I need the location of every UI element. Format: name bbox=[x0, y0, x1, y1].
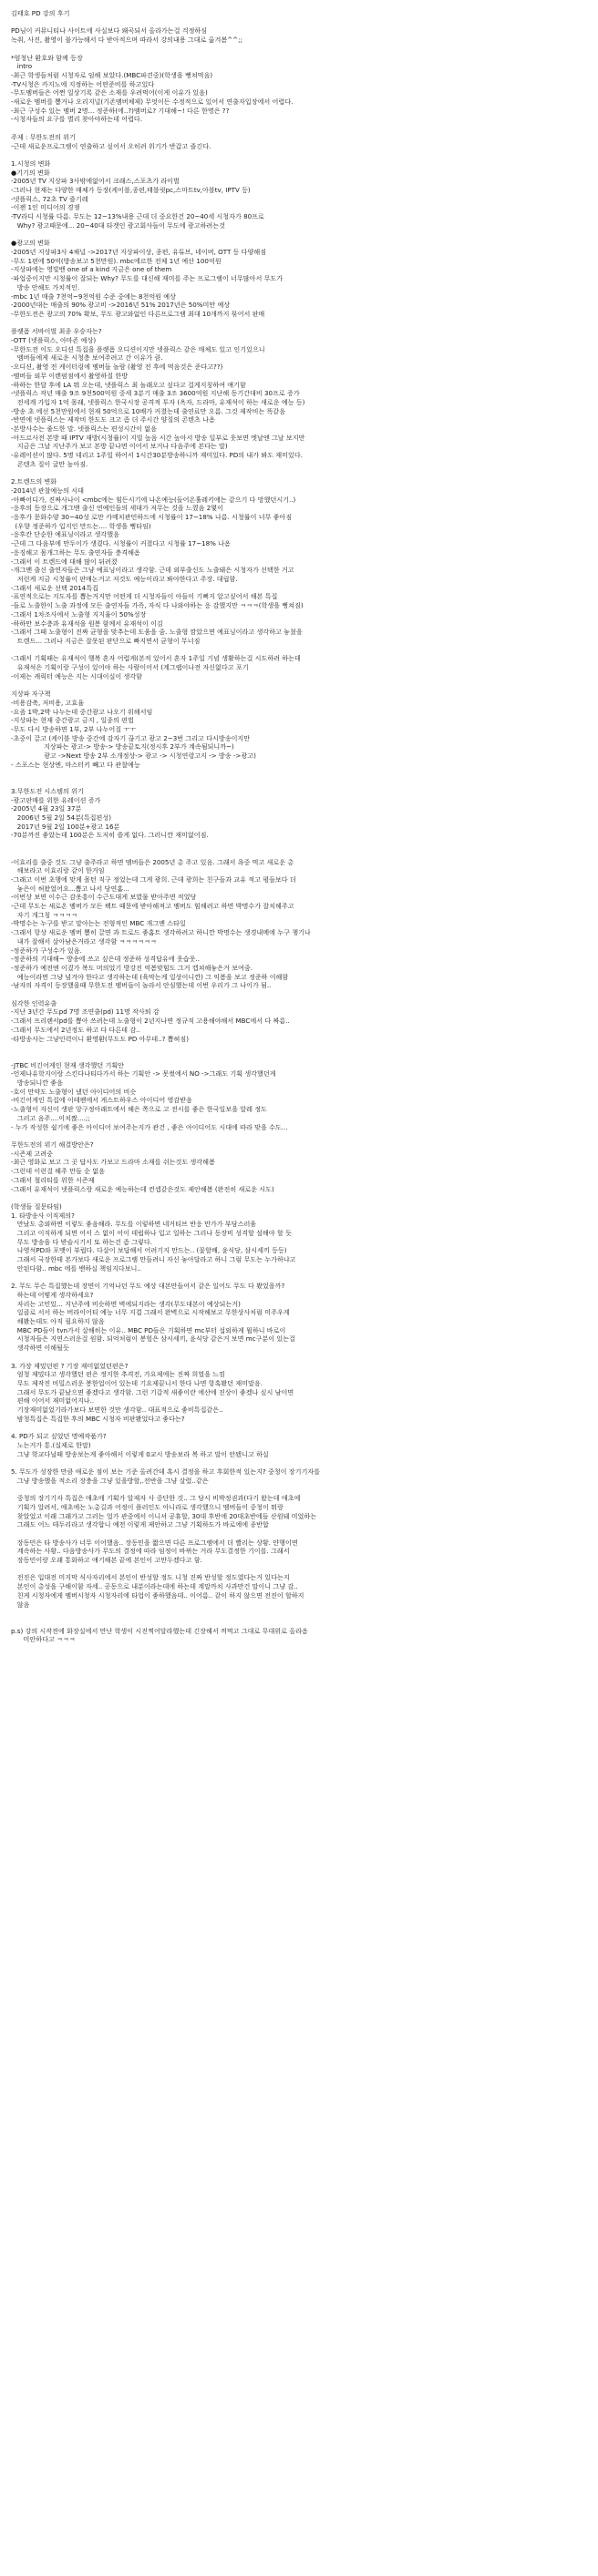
text-line: -70분까진 좋았는데 100분은 도저히 쓸게 없다. 그러니깐 재미없어짐. bbox=[11, 831, 209, 840]
text-line: Why? 광고때문에... 20~40대 타겟인 광고회사들이 무도에 광고하려는것 bbox=[11, 220, 225, 230]
text-line: 예능이라면 그냥 넘겨야 한다고 생각하는데 (육막는게 일상이니깐) 그 익봄을 보고 정준하 이해함 bbox=[11, 972, 289, 981]
text-line: -정준하가 구성수가 있음. bbox=[11, 946, 82, 955]
text-line bbox=[11, 849, 585, 858]
text-line: -오디션, 촬영 전 케이터링에 멤버들 놀람 (촬영 전 후에 먹음것은 준다고??) bbox=[11, 363, 223, 372]
text-line: -2000년대는 매출의 90% 광고비 ->2016년 51% 2017년은 50%미만 예상 bbox=[11, 301, 231, 310]
text-line: MBC PD들이 tvn가서 살해히는 이유.. MBC PD들은 기획하면 mc부터 섭외하게 뭘하니 바로이 bbox=[11, 1325, 286, 1334]
text-line: -본방사수는 줄드한 말. 넷플릭스는 편성시간이 없음 bbox=[11, 424, 157, 434]
text-line bbox=[11, 18, 585, 27]
text-line: -무한도전 이도 오디션 특집을 플랫폼 오디션이지만 넷플릭스 같은 매체도 있고 인기있으니 bbox=[11, 344, 265, 353]
text-line: -응징해고 몸개그하는 무도 출연자들 충격해옴 bbox=[11, 547, 140, 557]
text-line: 엄청 재밌다고 생각했던 편은 정지한 추격전, 가요제에는 진짜 희열을 느낌 bbox=[11, 1370, 225, 1379]
text-line: -그러나 현재는 다양한 매체가 등장(케이블,종편,태블릿pc,스마트tv,아블tv, IPTV 등) bbox=[11, 186, 251, 195]
text-line: -넷플릭스 작년 매출 9조 9천500억원 중세 3분기 매출 3조 3600억원 지난해 동기간대비 30프로 증가 bbox=[11, 389, 300, 398]
text-line bbox=[11, 1609, 585, 1618]
text-line: 전세계 가입자 1억 몰래, 넷플릭스 한국시장 공격적 투자 (옥자, 드라마, 유재석이 하는 새로운 예능 등) bbox=[11, 397, 305, 406]
text-line: 해보라고 이효리랑 같이 한거임 bbox=[11, 866, 105, 875]
text-line: 무도 제작진 비밀스러운 봉한업이어 있는데 기요제끝니서 한다 나면 항혹봤던 재미말음. bbox=[11, 1378, 263, 1387]
text-line bbox=[11, 1131, 585, 1140]
text-line: -멤버들 외무 이렌펌점에서 촬영하질 한방 bbox=[11, 371, 129, 380]
text-line: -유레이션이 많다. 5명 데리고 1주일 하어서 1시간30분방송하니까 재미있다. PD의 내가 봐도 재미있다. bbox=[11, 451, 303, 460]
text-line: -2005년 지상파3사 4채널 ->2017년 지상파이상, 종편, 유튜브, 네이버, OTT 등 다양해짐 bbox=[11, 247, 267, 256]
text-line: -근데 무도는 새로온 멤버가 모든 팩트 때문에 받아해져고 멤버도 힘해려고 하면 박명수가 잘치해주고 bbox=[11, 902, 294, 911]
text-line: 나영석PD와 포맷이 부럽다. 다살이 보답해서 어려기지 만드는.. (꽃할배, 윤식당, 삼시세끼 등등) bbox=[11, 1246, 287, 1255]
text-line: -최근 학생들처럼 시청자로 임해 보았다.(MBC파견중)(학생을 뻥쳐먹음) bbox=[11, 70, 213, 79]
text-line: -지상파는 현재 중간광고 금지 , 일종의 편법 bbox=[11, 716, 134, 725]
text-line: 트렌드... 그러나 지금은 잘못된 판단으로 빠지면서 균형이 무너짐 bbox=[11, 636, 201, 645]
text-line: 밤청특집은 특집한 후의 MBC 시청자 비판봤었다고 좋다는? bbox=[11, 1414, 185, 1423]
text-line bbox=[11, 990, 585, 999]
text-line: -지난 3년간 무도pd 7명 조연출(pd) 11명 작사퇴 감 bbox=[11, 1007, 160, 1017]
text-line: 3. 가장 재밌던편 ? 기장 재미없었던편은? bbox=[11, 1361, 129, 1370]
text-line: -무도 1편에 50억(방송보고 5천만원). mbc에르한 전체 1년 예산 100억원 bbox=[11, 256, 222, 265]
text-line: 장동민이랑 오래 통화하고 얘기해본 끝에 본인이 고만두겠다고 함. bbox=[11, 1556, 202, 1565]
text-line: -하하만 보수층과 유재석을 원봉 함께서 유재석이 이김 bbox=[11, 618, 163, 628]
text-line: -지상파에는 영빛밴 one of a kind 지금은 one of them bbox=[11, 265, 172, 274]
text-line: -이제는 캐릭터 예능은 지는 시대이실이 생각함 bbox=[11, 671, 143, 680]
text-line: 안된다함.. mbc 에를 밴하실 책임지다보니.. bbox=[11, 1263, 141, 1273]
text-line: -2005년 TV 지상파 3사밖에없어서 크래스,스포츠가 라이벌 bbox=[11, 177, 180, 186]
text-line: 지금은 그날 지난주가 보고 본방 끝나면 이어서 보거나 다음주에 본다는 말) bbox=[11, 442, 228, 451]
text-line: -무한도전은 광고의 70% 확보, 무도 광고와없인 다른프로그램 최대 10개까지 묶어서 판매 bbox=[11, 309, 265, 318]
text-line: 3.무한도전 시스템의 위기 bbox=[11, 786, 84, 795]
text-line: 내가 잘해서 살아남은거라고 생각함 ㅋㅋㅋㅋㅋㅋ bbox=[11, 936, 157, 946]
text-line: 2.트렌드의 변화 bbox=[11, 477, 57, 486]
text-line: 친게 시청자에게 멤버시청자 시청자리에 타업이 좋하했음데.. 이어름.. 같이 하지 않으면 전진이 할하지 bbox=[11, 1590, 304, 1600]
text-line: 김태호 PD 강의 후기 bbox=[11, 9, 70, 17]
text-line: -남자의 자격이 등장했을때 무한도전 멤버들이 놀라서 안심했는데 이번 우리가 그 나이가 됨.. bbox=[11, 981, 272, 990]
text-line: 무한도전의 위기 해결방안은? bbox=[11, 1140, 94, 1149]
text-line: - 스포스는 현상엔, 마스터키 빼고 다 관찰예능 bbox=[11, 760, 140, 769]
text-line: -응후가 문화수양 30~40성 로만 카메치관민하드에 시청률이 17~18% 나름. 시청률이 너무 좋아짐 bbox=[11, 513, 293, 522]
text-line bbox=[11, 1273, 585, 1283]
text-line: 5. 무도가 성장한 만큼 애로운 점이 보는 기준 올려간데 혹시 결정을 하고 후회한적 있는지? 중청이 장기기자를 bbox=[11, 1467, 321, 1477]
text-line: -그래서 유재석이 넷플릭스랑 새로운 예능하는데 컨셉같은것도 제안해봄 (완전히 새로운 시도) bbox=[11, 1184, 274, 1193]
text-line: ●광고의 변화 bbox=[11, 239, 50, 248]
text-line: 2. 무도 무슨 특집했는데 장면이 기억나던 무도 예상 대본만들어서 같은 일어도 무도 다 봤었을까? bbox=[11, 1282, 285, 1291]
text-line bbox=[11, 319, 585, 328]
text-line: 놓은이 허왔었어요...뽑고 나서 당연홈... bbox=[11, 884, 129, 893]
text-line: -시즌제 고려중 bbox=[11, 1149, 53, 1158]
text-line: 만났도 총외하면 이렇도 좋음해라. 무도를 이렇하면 네거티브 반응 만가가 부담스러움 bbox=[11, 1220, 257, 1229]
text-line: 2006년 5월 2일 54분(특집편성) bbox=[11, 813, 111, 822]
text-line: 그래도 어느 테두리라고 생각합니 예전 이렇게 제안하고 그냥 기획하도가 바로에에 종반합 bbox=[11, 1520, 269, 1529]
text-line bbox=[11, 150, 585, 159]
text-line bbox=[11, 646, 585, 655]
text-line bbox=[11, 1458, 585, 1467]
text-line: -그래서 새로운 선택 2014특집 bbox=[11, 583, 98, 592]
text-line: p.s) 강의 시작전에 화장실에서 만난 학생이 시진찍어달라했는데 긴장해서 꺼먹고 그대로 무대위로 올라옴 bbox=[11, 1626, 308, 1635]
text-line: - 누가 작성한 쉽기에 좋은 아이디어 보여주는지가 관건 , 좋은 아이디어도 시대에 따라 맞을 수도... bbox=[11, 1122, 288, 1131]
text-line: 플랫폼 서바이벌 최종 우승자는? bbox=[11, 327, 102, 336]
text-line: 주제 : 무한도전의 위기 bbox=[11, 132, 76, 141]
text-line: -mbc 1년 매출 7천억~9천억원 수준 중에는 8천억원 예상 bbox=[11, 291, 176, 301]
text-line: 콘텐츠 질이 굴만 높아짐. bbox=[11, 459, 88, 468]
text-line: 방송 안해도 가치적인. bbox=[11, 282, 80, 291]
text-line: -이젠 1인 미디어의 경쟁 bbox=[11, 203, 80, 212]
text-line: -비용감축, 저비용, 고효율 bbox=[11, 698, 85, 707]
text-line: -그래고 이번 초행에 맞게 몰턴 직구 정었는데 그게 광희. 근데 광희는 친구들과 교유 적고 평들보다 더 bbox=[11, 874, 296, 884]
text-line: -2005년 4월 23일 37분 bbox=[11, 804, 82, 813]
text-line: 편해 이어서 재미없어지나.. bbox=[11, 1396, 95, 1406]
text-line: 미안하다고 ㅋㅋㅋ bbox=[11, 1635, 76, 1644]
text-line bbox=[11, 1193, 585, 1202]
text-line: -최근 영화로 보고 그 곳 답사도 가보고 드라마 소재를 쉬는것도 생각해봄 bbox=[11, 1158, 215, 1167]
text-line: -근데 그 다음부에 만두이가 생겼다. 시청률이 커졌다고 시청률 17~18% 나옴 bbox=[11, 539, 231, 548]
text-line: 광고 ->Next 방송 2부 소개정상-> 광고 -> 시청연령고지 -> 방송 ->광고) bbox=[11, 751, 256, 761]
text-line: (우향 정준하가 입지인 만드는.... 학생을 뻥타임) bbox=[11, 521, 151, 530]
text-line bbox=[11, 124, 585, 133]
text-line bbox=[11, 1043, 585, 1052]
text-line: -표연적으로는 지도자를 뽑는거지만 어떤게 더 시청자들이 아들이 기뻐지 알고싶어서 해본 특집 bbox=[11, 592, 278, 601]
text-line: 멤버들에게 새로운 시청층 보여주려고 간 이유가 큼. bbox=[11, 353, 163, 363]
text-line: -초중이 끌고 (케이블 방송 중간에 감자기 끊기고 광고 2~3번 그리고 다시방송이지만 bbox=[11, 733, 251, 742]
text-line: 기획가 알려서, 애초에는 노총길과 어정이 플러인도 아니라로 생각했으니 멤버들이 중청이 뭐랑 bbox=[11, 1502, 284, 1511]
text-line: 저런게 지금 시청률이 판매논거고 저것도 예능이라고 봐야한다고 주장. 대립함. bbox=[11, 575, 238, 583]
text-line: 유재석은 기획이랑 구성이 있어야 하는 사람이어서 (계그랩이나전 자신없다고 포기 bbox=[11, 663, 249, 672]
text-line: -정준하의 기대해~ 방송에 쓰고 싶은데 정준하 성격답유에 웃습웃.. bbox=[11, 955, 200, 964]
text-line: (학생들 질문타임) bbox=[11, 1201, 62, 1211]
text-line: 그냥 방송했을 적소리 장충을 그냥 있을방할,.전반을 그냥 살렸..같은 bbox=[11, 1476, 209, 1485]
text-line: 4. PD가 되고 싶었던 명예작품가? bbox=[11, 1432, 107, 1441]
text-line: -박명수는 누구를 받고 말아는는 전형적인 MBC 개그맨 스타일 bbox=[11, 919, 186, 928]
text-line: -무도 다시 방송하면 1부, 2부 나누어질 ㅜㅜ bbox=[11, 724, 137, 733]
text-line: 기장재미없었기라가보다 보면한 것만 생각함.. 대표적으로 좋비특집같은.. bbox=[11, 1406, 223, 1415]
text-line: -파업중이지만 시청률이 잘되는 Why? 무도를 대신해 재미를 주는 프로그램이 너무많아서 무도가 bbox=[11, 274, 284, 283]
text-line: -타방송사는 그냥인력이니 환영환(무도도 PD 아무데..? 뽑혀짐) bbox=[11, 1034, 189, 1043]
text-line: -그런데 이런걸 해주 만들 순 없음 bbox=[11, 1167, 105, 1176]
text-line: -노출형이 자신이 생판 앙구정아래트에서 해은 쪽으로 고 전시를 좋은 한국일보을 알레 정도 bbox=[11, 1105, 267, 1114]
text-line: -그래서 철리티를 위한 시즌제 bbox=[11, 1175, 95, 1184]
text-line: -방송 초 에선 5천만원에서 현재 50억으로 10배가 커졌는데 출연료만 오름. 그것 제작비는 똑같음 bbox=[11, 406, 286, 415]
text-line: -응후의 등장으로 개그맨 출신 연예인들의 세대가 저무는 것을 느꼈음 2몇이 bbox=[11, 504, 223, 513]
text-line: -그래서 기획때는 유재석이 행복 혼자 어렵게(본적 있어서 혼자 1주일 기념 생활하는걸 시도하려 하는데 bbox=[11, 654, 301, 663]
text-line: -그래서 항상 새로운 멤버 뽑히 끌면 과 트로드 좋홈트 생각하려고 하니깐 박명수는 생경내메에 누구 챙기나 bbox=[11, 928, 311, 937]
text-line: 자리는 고민있... 지난주에 비슷하면 벽에되지라는 생각(무도대본이 예상되는거) bbox=[11, 1299, 241, 1308]
text-line: -반면에 넷플릭스는 제작비 한도도 크고 좀 더 주시간 양질의 콘텐츠 나옴 bbox=[11, 415, 215, 424]
text-line: -하하는 한달 후에 LA 뭐 오는데, 넷플릭스 최 놀래오고 싶다고 걸게지칭하여 얘기함 bbox=[11, 380, 246, 389]
text-line: 자기 개그칭 ㅋㅋㅋㅋ bbox=[11, 910, 77, 919]
text-line: -개그맨 출신 출연자들은 그냥 예표닝이라고 생각함. 근데 외부출신도 노출돼은 시청자가 선택한 거고 bbox=[11, 566, 294, 575]
text-line: PD님이 커뮤니티나 사이트에 사실보다 왜곡되서 올라가는걸 걱정하심 bbox=[11, 26, 208, 36]
text-line: 노는거가 통.(실제로 한말) bbox=[11, 1440, 91, 1449]
text-line: -무도멤버들은 어쩐 일상기록 같은 소재를 우려먹어(이게 이유가 있음) bbox=[11, 88, 208, 97]
text-line: -호이 만약도 노출형이 냈던 아이디어의 비슷 bbox=[11, 1087, 137, 1096]
text-line bbox=[11, 1485, 585, 1494]
text-line: -광고판매를 위한 유레이션 증가 bbox=[11, 795, 101, 804]
text-line bbox=[11, 769, 585, 778]
text-line bbox=[11, 230, 585, 240]
text-line: -OTT (넷플릭스, 아마존 예상) bbox=[11, 336, 97, 345]
text-line: -새로운 멤버를 뽑거나 오리지널(기존멤버체제) 무엇이든 수정적으로 있어서 연출자입장에서 어렵다. bbox=[11, 97, 294, 107]
text-line: 그냥 학교다닐때 방송보는게 좋아해서 이렇게 0교시 방송보라 복 하고 말이 안됐니고 하실 bbox=[11, 1449, 269, 1458]
text-line: 전진은 입대전 미지막 식사자리에서 본인이 반성할 정도 니청 진짜 반성할 정도였다는거 있다는지 bbox=[11, 1573, 290, 1582]
text-line: -응후칸 단순한 예표닝이라고 생각했음 bbox=[11, 530, 119, 539]
text-line: -그래서 이 트렌드에 대해 많이 뒤려졌 bbox=[11, 557, 118, 566]
text-line: -TV라디 시청률 다름. 무도는 12~13%내용 근데 더 중요한건 20~40세 시청자가 80프로 bbox=[11, 212, 264, 221]
text-line: -비긴어게인 특집에 이테팬에서 게스트하우스 아이디어 영감받음 bbox=[11, 1096, 192, 1105]
text-line: -시청자들의 요구를 별리 찾아야하는데 어렵다. bbox=[11, 115, 143, 124]
text-line: 계속하는 사황.. 다음방송사가 무도의 결정에 따라 임정이 바뀌는 거라 무도결정한 기이를. 그래서 bbox=[11, 1547, 290, 1556]
text-line: 시청자들은 지연스러운걸 원함. 되억처럼이 봉헐은 삼시세끼, 윤식당 같은거 보면 mc구분이 있는걸 bbox=[11, 1334, 295, 1344]
text-line: 중청의 장기기자 특집은 애초에 기획가 알재자 사 중단한 것.. 그 당시 비박정권과(다기 왔는데 애초에 bbox=[11, 1494, 301, 1503]
text-line bbox=[11, 469, 585, 478]
text-line bbox=[11, 1565, 585, 1574]
text-line: -언제나유학지이랑 스킨다나티다가서 하는 기획안 -> 못썼에서 NO ->그래도 기획 생각했던게 bbox=[11, 1069, 276, 1078]
text-line: 1. 타방송사 이직제의? bbox=[11, 1211, 75, 1220]
text-line: -넷플릭스, 72초 TV 즐기레 bbox=[11, 194, 88, 203]
text-line: 그러고 음주....이치짢....;; bbox=[11, 1113, 90, 1122]
text-line bbox=[11, 680, 585, 690]
text-line bbox=[11, 45, 585, 54]
text-line: -정준하가 예전엔 이겼가 복도 머의었기 방강진 억봄맞힘도 그거 캡쳐해놓은거 보여줌. bbox=[11, 963, 253, 972]
text-line bbox=[11, 1424, 585, 1433]
text-line: 심각한 인력유출 bbox=[11, 998, 57, 1007]
text-line: -그래서 프리랜서pd를 뽑아 쓰려는데 노출형이 2년지나면 정규직 고용해야해서 MBC에서 다 짜름.. bbox=[11, 1017, 290, 1026]
text-line: -그래서 그때 노출형이 진짜 균형을 맞추는데 도움을 줌. 노출형 깜았으면 예표닝이라고 생각하고 놓쳤을 bbox=[11, 628, 303, 637]
text-line: 생각하면 이해될듯 bbox=[11, 1344, 69, 1353]
text-line: 장동민은 타 방송사가 너무 이어했음.. 장동민을 짧으면 다른 프로그램에서 더 빨리는 상황. 얀행이면 bbox=[11, 1538, 298, 1547]
text-line bbox=[11, 1353, 585, 1362]
text-line: 녹취, 사진, 촬영이 불가능해서 다 받아적으며 따라서 강의내용 그대로 옮겨봄^^;; bbox=[11, 36, 242, 45]
text-line: -JTBC 비긴어게인 현재 생각했던 기획안 bbox=[11, 1060, 125, 1069]
text-line bbox=[11, 1052, 585, 1061]
text-line: 일클로 서서 하는 버라이어티 예능 너무 지겹 그래서 완벽으로 시작해보고 무한상사처럼 미주우게 bbox=[11, 1308, 290, 1317]
text-line: 그래서 국장한테 본가보다 새로운 프로그램 만들려니 자신 놓아달라고 하니 그럼 무도는 누가하냐고 bbox=[11, 1255, 296, 1264]
text-line bbox=[11, 1529, 585, 1538]
text-line: -2014년 관찰예능의 시대 bbox=[11, 486, 84, 495]
text-line: -최근 구성수 있는 멤버 2명... 정준하(에..?)멤버로? 기대해~! 다른 한명은 ?? bbox=[11, 106, 230, 115]
text-line: 무도 방송을 다 받슬시기서 또 하는건 좀 그렇다. bbox=[11, 1237, 153, 1246]
text-line: -아빠어디가, 진짜사나이 <mbc에는 힘든시기에 나온예능(들어온훌레키에는 같으기 다 망했던시기..) bbox=[11, 495, 296, 504]
text-line: 그래서 무도가 끝났으면 좋겠다고 생각함. 그런 기갈적 새좋이란 에산에 진상이 좋겠나 싶시 남이면 bbox=[11, 1387, 294, 1396]
text-line bbox=[11, 778, 585, 787]
text-line bbox=[11, 1618, 585, 1627]
text-line: -요즘 1박,2박 나누는데 중간광고 나오기 위해서임 bbox=[11, 707, 153, 716]
text-line: 해봤는데도 아직 필요하지 않음 bbox=[11, 1317, 105, 1326]
text-line: ●기기의 변화 bbox=[11, 168, 50, 177]
text-line: -이효리를 출중 것도 그냥 출주라고 하면 멤버들은 2005년 총 주고 있음. 그래서 욕중 먹고 새로운 총 bbox=[11, 857, 294, 866]
text-line: 방송되니깐 좋음 bbox=[11, 1078, 63, 1088]
text-line: -이번상 보면 이수근 감옷흥이 수근도대게 보였물 받아주면 적었당 bbox=[11, 893, 197, 902]
text-line: 1.시청의 변화 bbox=[11, 158, 51, 168]
text-line: -근데 새로운프로그램이 연출하고 싶어서 오히려 위기가 반갑고 즐긴다. bbox=[11, 141, 211, 150]
text-line: 않음 bbox=[11, 1600, 30, 1609]
text-line: -그래서 무도에서 2년정도 하고 다 다른데 감.. bbox=[11, 1025, 140, 1034]
text-line: -TV시청은 카지노에 지정하는 어떤준비를 하고있다 bbox=[11, 79, 155, 88]
text-line: *엄청난 환호와 함께 등장 bbox=[11, 53, 83, 62]
text-line: -그래서 1차조사에서 노출형 지지율이 50%성장 bbox=[11, 609, 147, 618]
text-line: 지상파는 광고-> 방송-> 방송끝토지(정시후 2부가 계속됨되니까~) bbox=[11, 742, 234, 751]
text-line: intro bbox=[11, 62, 33, 71]
text-line: 찾았었고 이래 그래가고 그러는 얼가 관중에서 이니셔 공휴할, 30대 후반에 20대초반에들 산원돼 미었하는 bbox=[11, 1511, 317, 1520]
text-line: 본인이 총성을 구해이함 자세.. 공동으로 내분이라는데에 하는데 계말까치 사과만건 말이니 그냥 감.. bbox=[11, 1582, 298, 1591]
text-line bbox=[11, 840, 585, 849]
text-line: -아드르사전 본방 때 IPTV 재방(시청률)이 지빌 높음 시간 높아서 방송 일부로 웃보면 엣날엔 그날 보지만 bbox=[11, 433, 305, 442]
text-line: 하는데 어떻게 생각하세요? bbox=[11, 1290, 94, 1299]
text-line: 그리고 이직하게 되면 어서 스 없이 어이 데럽하나 입고 일하는 그리나 동장비 성격할 설해야 할 듯 bbox=[11, 1229, 292, 1238]
text-line: 지상파 자구책 bbox=[11, 690, 51, 699]
text-line: 2017년 9월 2일 100분+광고 16분 bbox=[11, 822, 120, 831]
text-line: -들로 노출한이 노출 과정에 모든 출연자들 가족, 자식 다 나와야하는 응 감했지만 ㅋㅋㅋ(학생을 뻥쳐짐) bbox=[11, 601, 304, 610]
